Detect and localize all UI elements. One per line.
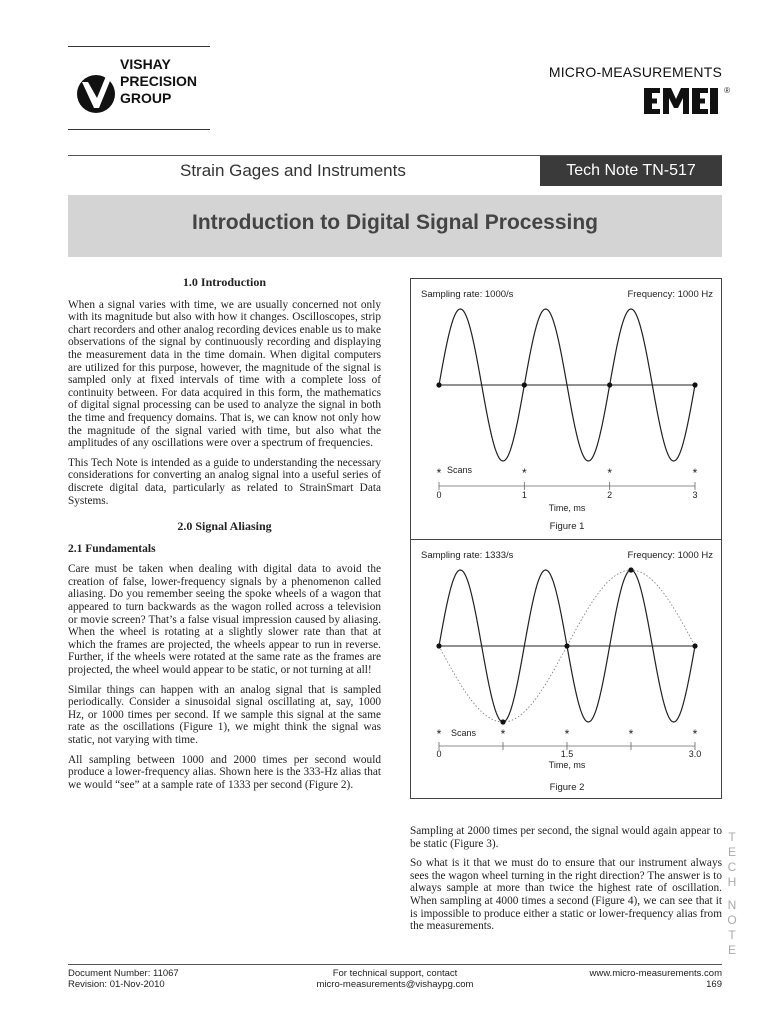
fig1-sample-point xyxy=(607,382,612,387)
figure-2-plot xyxy=(411,540,723,798)
fundamentals-paragraph-3: All sampling between 1000 and 2000 times per second would produce a lower-frequency alias. Shown here is the 333-Hz alias that we would “see” at a sample rate of 1333 per second (Figure 2). xyxy=(68,753,381,791)
title-band xyxy=(68,195,722,257)
fig2-caption: Figure 2 xyxy=(549,782,585,793)
fig1-scan-marker: * xyxy=(436,466,442,480)
fig2-sampling-label: Sampling rate: 1333/s xyxy=(421,550,514,561)
tech-note-badge: Tech Note TN-517 xyxy=(540,156,722,186)
fig2-tick-label: 1.5 xyxy=(560,749,574,759)
footer-support-line: For technical support, contact xyxy=(332,968,458,979)
fig1-scan-marker: * xyxy=(607,466,613,480)
intro-paragraph-1: When a signal varies with time, we are usually concerned not only with its magnitude but also with how it changes. Oscilloscopes, strip chart recorders and other analog recording devices enable us to make observations of the signal by continuously recording and displaying the measurement data in the time domain. When digital computers are utilized for this purpose, however, the magnitude of the signal is sampled only at fixed intervals of time with a complete loss of continuity between. For data acquired in this form, the mathematics of digital signal processing can be used to analyze the signal in both the time and frequency domains. That is, we can know not only how the magnitude of the signal varied with time, but also what the amplitudes of any oscillations were over a spectrum of frequencies. xyxy=(68,298,381,450)
fig1-caption: Figure 1 xyxy=(549,521,585,532)
vishay-logo-block xyxy=(68,46,210,130)
fig1-scan-marker: * xyxy=(692,466,698,480)
intro-paragraph-2: This Tech Note is intended as a guide to understanding the necessary considerations for converting an analog signal into a useful series of discrete digital data, particularly as related to StrainSmart Data Systems. xyxy=(68,456,381,507)
fig2-sample-point xyxy=(500,719,505,724)
vishay-logo-icon xyxy=(76,72,116,116)
side-tab-tech-note xyxy=(725,830,739,958)
footer-support xyxy=(300,968,490,990)
figure-1 xyxy=(410,278,722,540)
fig1-tick-label: 0 xyxy=(436,490,442,500)
footer-revision: Revision: 01-Nov-2010 xyxy=(68,979,165,990)
logo-top-rule xyxy=(68,46,210,47)
fig1-tick-label: 2 xyxy=(607,490,613,500)
footer-support-email[interactable]: micro-measurements@vishaypg.com xyxy=(316,979,474,990)
fig2-scan-marker: * xyxy=(500,727,506,741)
right-column-text xyxy=(410,825,722,940)
logo-bottom-rule xyxy=(68,129,210,130)
mm-logo-icon xyxy=(644,88,722,114)
fig2-scan-marker: * xyxy=(692,727,698,741)
fig1-xlabel: Time, ms xyxy=(548,503,586,513)
fig1-frequency-label: Frequency: 1000 Hz xyxy=(627,289,713,300)
side-tab-letter: N xyxy=(727,898,737,912)
fig2-frequency-label: Frequency: 1000 Hz xyxy=(627,550,713,561)
fig2-sample-point xyxy=(692,643,697,648)
fig1-tick-label: 1 xyxy=(521,490,527,500)
footer-document-info xyxy=(68,968,179,990)
fig2-scan-marker: * xyxy=(436,727,442,741)
logo-line-precision: PRECISION xyxy=(120,73,198,89)
side-tab-letter: O xyxy=(727,913,737,927)
fig2-scans-label: Scans xyxy=(451,728,477,738)
footer-doc-number: Document Number: 11067 xyxy=(68,968,179,979)
fig2-sample-point xyxy=(564,643,569,648)
fundamentals-paragraph-2: Similar things can happen with an analog signal that is sampled periodically. Consider a sinusoidal signal oscillating at, say, 1000 Hz, or 1000 times per second. If we sample this signal at the same rate as the oscillations (Figure 1), we might think the signal was static, not varying with time. xyxy=(68,683,381,746)
fig2-tick-label: 3.0 xyxy=(688,749,702,759)
footer-website[interactable]: www.micro-measurements.com xyxy=(589,968,722,979)
side-tab-letter: H xyxy=(727,875,737,889)
left-column xyxy=(68,276,381,798)
fig1-scans-label: Scans xyxy=(447,465,473,475)
side-tab-letter: E xyxy=(727,943,736,957)
logo-line-vishay: VISHAY xyxy=(120,56,171,72)
fig1-sample-point xyxy=(436,382,441,387)
fig2-scan-marker: * xyxy=(628,727,634,741)
subsection-heading-fundamentals: 2.1 Fundamentals xyxy=(68,542,156,555)
fig2-sample-point xyxy=(436,643,441,648)
footer-page-number: 169 xyxy=(706,979,722,990)
fig1-sample-point xyxy=(692,382,697,387)
fig2-tick-label: 0 xyxy=(436,749,442,759)
vishay-logo-text xyxy=(120,56,197,107)
side-tab-letter: T xyxy=(728,830,736,844)
right-paragraph-1: Sampling at 2000 times per second, the signal would again appear to be static (Figure 3). xyxy=(410,825,722,850)
right-paragraph-2: So what is it that we must do to ensure that our instrument always sees the wagon wheel turning in the right direction? The answer is to always sample at more than twice the highest rate of oscillation. When sampling at 4000 times a second (Figure 4), we can see that it is impossible to produce either a static or lower-frequency alias from the measurements. xyxy=(410,857,722,933)
fig1-sampling-label: Sampling rate: 1000/s xyxy=(421,289,514,300)
figure-2 xyxy=(410,540,722,799)
brand-name: MICRO-MEASUREMENTS xyxy=(548,64,722,80)
page-title: Introduction to Digital Signal Processing xyxy=(191,211,599,234)
fig1-sample-point xyxy=(522,382,527,387)
side-tab-letter: E xyxy=(727,845,736,859)
fig2-scan-marker: * xyxy=(564,727,570,741)
fundamentals-paragraph-1: Care must be taken when dealing with digital data to avoid the creation of false, lower-frequency signals by a phenomenon called aliasing. Do you remember seeing the spoke wheels of a wagon that appeared to turn backwards as the wagon rolled across a television or movie screen? That’s a false visual impression caused by aliasing. When the wheel is rotating at a slightly slower rate than that at which the frames are projected, the wheels appear to run in reverse. Further, if the wheels were rotated at the same rate as the frames are projected, the wheel would appear to be static, or not turning at all! xyxy=(68,563,381,677)
figure-1-plot xyxy=(411,279,723,539)
side-tab-letter: T xyxy=(728,928,736,942)
logo-line-group: GROUP xyxy=(120,90,172,106)
side-tab-letter xyxy=(725,890,739,898)
figures-column xyxy=(410,278,722,799)
footer-website-block xyxy=(590,968,723,990)
side-tab-letter: C xyxy=(727,860,737,874)
fig2-xlabel: Time, ms xyxy=(548,760,586,770)
brand-block xyxy=(548,64,730,119)
fig1-tick-label: 3 xyxy=(692,490,698,500)
document-subtitle: Strain Gages and Instruments xyxy=(180,161,406,180)
section-heading-signal-aliasing: 2.0 Signal Aliasing xyxy=(177,519,272,534)
fig2-sample-point xyxy=(628,567,633,572)
section-heading-introduction: 1.0 Introduction xyxy=(182,275,267,289)
registered-mark: ® xyxy=(724,86,730,95)
fig1-scan-marker: * xyxy=(521,466,527,480)
footer-rule xyxy=(68,964,722,965)
micro-measurements-logo xyxy=(644,86,730,119)
